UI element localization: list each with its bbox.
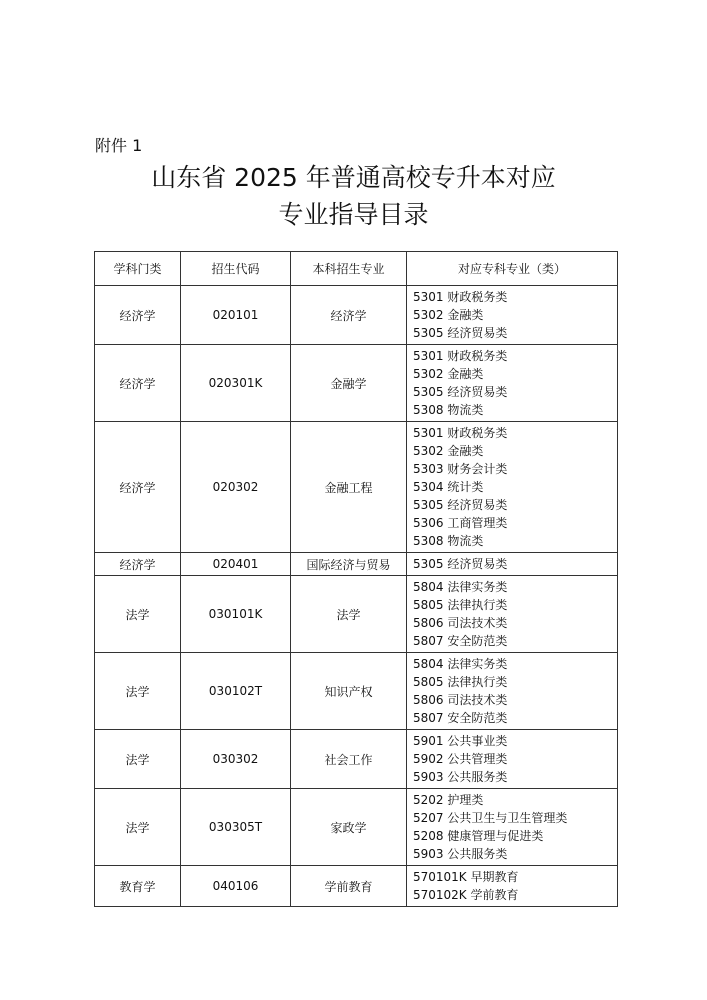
related-major: 5302 金融类 bbox=[413, 367, 484, 381]
related-major: 5301 财政税务类 bbox=[413, 290, 508, 304]
related-major: 5303 财务会计类 bbox=[413, 462, 508, 476]
related-major: 5302 金融类 bbox=[413, 444, 484, 458]
related-major: 5302 金融类 bbox=[413, 308, 484, 322]
related-major: 5308 物流类 bbox=[413, 403, 484, 417]
related-major: 5207 公共卫生与卫生管理类 bbox=[413, 811, 568, 825]
related-major: 5804 法律实务类 bbox=[413, 657, 508, 671]
related-major: 5306 工商管理类 bbox=[413, 516, 508, 530]
category-cell: 教育学 bbox=[95, 866, 181, 907]
related-major: 5308 物流类 bbox=[413, 534, 484, 548]
table-header-row bbox=[95, 252, 618, 286]
related-major: 5305 经济贸易类 bbox=[413, 326, 508, 340]
major-cell: 金融工程 bbox=[291, 422, 407, 553]
related-major: 5304 统计类 bbox=[413, 480, 484, 494]
category-cell: 法学 bbox=[95, 730, 181, 789]
category-cell: 法学 bbox=[95, 789, 181, 866]
header-category: 学科门类 bbox=[95, 252, 181, 286]
related-major: 5805 法律执行类 bbox=[413, 675, 508, 689]
table-row bbox=[95, 730, 618, 789]
code-cell: 040106 bbox=[181, 866, 291, 907]
table-row bbox=[95, 553, 618, 576]
related-majors-cell bbox=[407, 286, 618, 345]
related-major: 5902 公共管理类 bbox=[413, 752, 508, 766]
related-major: 5807 安全防范类 bbox=[413, 711, 508, 725]
related-major: 5804 法律实务类 bbox=[413, 580, 508, 594]
table-row bbox=[95, 286, 618, 345]
category-cell: 经济学 bbox=[95, 345, 181, 422]
related-major: 5208 健康管理与促进类 bbox=[413, 829, 544, 843]
major-cell: 金融学 bbox=[291, 345, 407, 422]
major-cell: 国际经济与贸易 bbox=[291, 553, 407, 576]
code-cell: 020401 bbox=[181, 553, 291, 576]
header-code: 招生代码 bbox=[181, 252, 291, 286]
related-major: 5202 护理类 bbox=[413, 793, 484, 807]
header-related-majors: 对应专科专业（类） bbox=[407, 252, 618, 286]
code-cell: 030305T bbox=[181, 789, 291, 866]
code-cell: 020301K bbox=[181, 345, 291, 422]
code-cell: 030101K bbox=[181, 576, 291, 653]
major-catalog-table bbox=[94, 251, 618, 907]
code-cell: 020101 bbox=[181, 286, 291, 345]
related-major: 5807 安全防范类 bbox=[413, 634, 508, 648]
related-major: 5305 经济贸易类 bbox=[413, 498, 508, 512]
related-major: 5903 公共服务类 bbox=[413, 847, 508, 861]
related-majors-cell bbox=[407, 422, 618, 553]
related-majors-cell bbox=[407, 553, 618, 576]
attachment-label: 附件 1 bbox=[95, 136, 143, 155]
category-cell: 经济学 bbox=[95, 553, 181, 576]
major-cell: 法学 bbox=[291, 576, 407, 653]
related-major: 5901 公共事业类 bbox=[413, 734, 508, 748]
related-major: 5305 经济贸易类 bbox=[413, 557, 508, 571]
header-major: 本科招生专业 bbox=[291, 252, 407, 286]
table-row bbox=[95, 345, 618, 422]
major-cell: 经济学 bbox=[291, 286, 407, 345]
major-cell: 学前教育 bbox=[291, 866, 407, 907]
related-majors-cell bbox=[407, 576, 618, 653]
related-major: 570102K 学前教育 bbox=[413, 888, 519, 902]
related-major: 5301 财政税务类 bbox=[413, 426, 508, 440]
related-majors-cell bbox=[407, 866, 618, 907]
document-title-line-2: 专业指导目录 bbox=[278, 200, 429, 229]
related-majors-cell bbox=[407, 653, 618, 730]
category-cell: 经济学 bbox=[95, 286, 181, 345]
major-cell: 知识产权 bbox=[291, 653, 407, 730]
related-major: 5301 财政税务类 bbox=[413, 349, 508, 363]
related-major: 570101K 早期教育 bbox=[413, 870, 519, 884]
major-cell: 家政学 bbox=[291, 789, 407, 866]
related-major: 5806 司法技术类 bbox=[413, 616, 508, 630]
code-cell: 030102T bbox=[181, 653, 291, 730]
related-major: 5805 法律执行类 bbox=[413, 598, 508, 612]
table-row bbox=[95, 866, 618, 907]
code-cell: 020302 bbox=[181, 422, 291, 553]
related-major: 5305 经济贸易类 bbox=[413, 385, 508, 399]
table-row bbox=[95, 576, 618, 653]
related-majors-cell bbox=[407, 789, 618, 866]
document-title-line-1: 山东省 2025 年普通高校专升本对应 bbox=[151, 163, 556, 192]
table-row bbox=[95, 789, 618, 866]
category-cell: 经济学 bbox=[95, 422, 181, 553]
related-majors-cell bbox=[407, 730, 618, 789]
table-row bbox=[95, 422, 618, 553]
table-row bbox=[95, 653, 618, 730]
related-major: 5806 司法技术类 bbox=[413, 693, 508, 707]
related-majors-cell bbox=[407, 345, 618, 422]
category-cell: 法学 bbox=[95, 653, 181, 730]
category-cell: 法学 bbox=[95, 576, 181, 653]
related-major: 5903 公共服务类 bbox=[413, 770, 508, 784]
code-cell: 030302 bbox=[181, 730, 291, 789]
major-cell: 社会工作 bbox=[291, 730, 407, 789]
